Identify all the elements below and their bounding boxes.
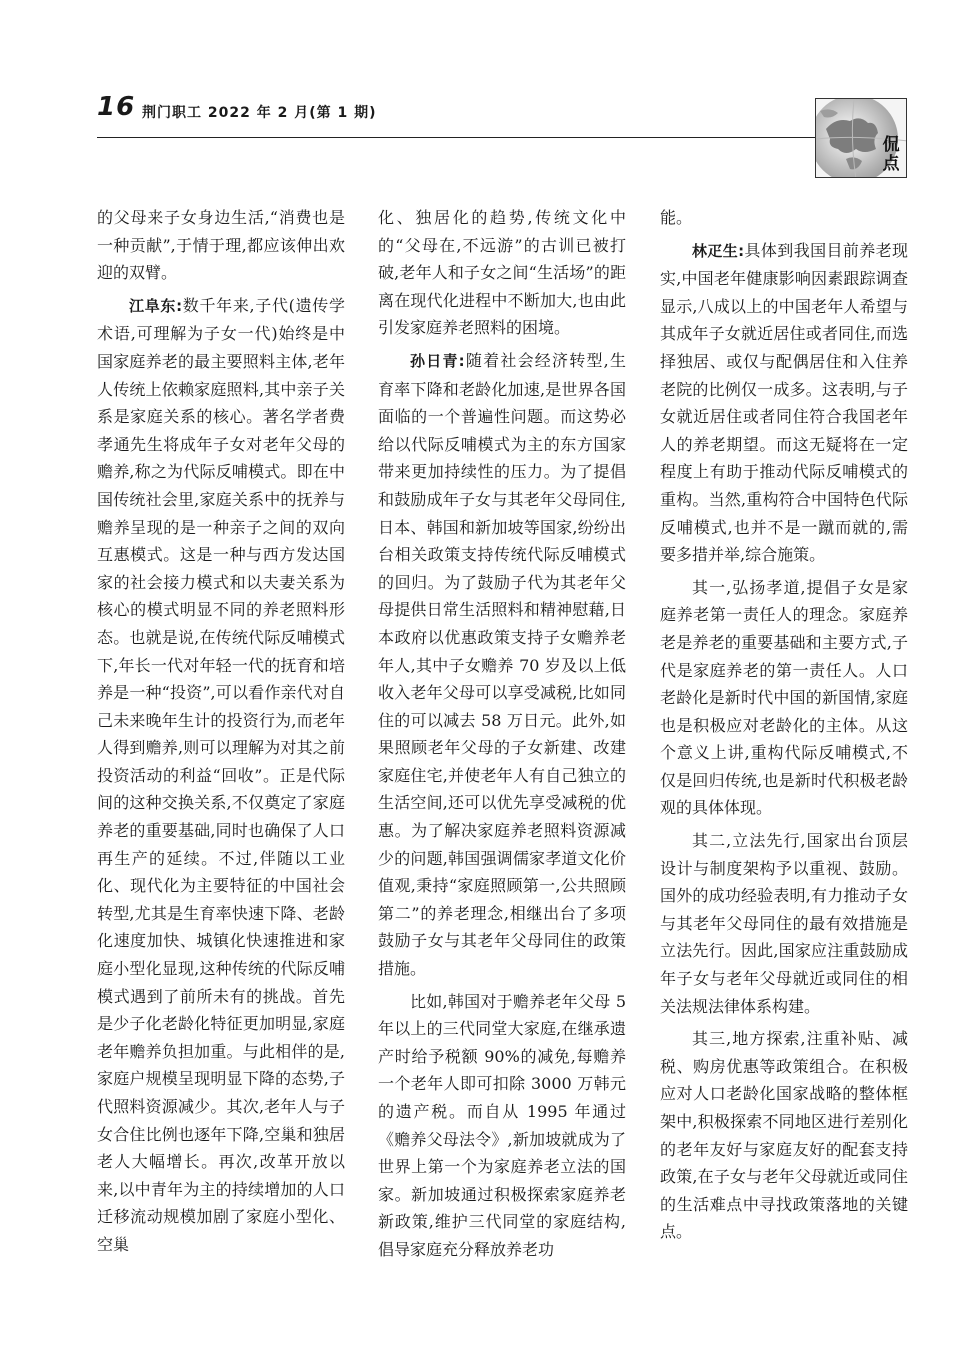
paragraph-text: 具体到我国目前养老现实,中国老年健康影响因素跟踪调查显示,八成以上的中国老年人希望与其成年子女就近居住或者同住,而选择独居、或仅与配偶居住和入住养老院的比例仅一成多。这表明,与子女就近居住或者同住符合我国老年人的养老期望。而这无疑将在一定程度上有助于推动代际反哺模式的重构。当然,重构符合中国特色代际反哺模式,也并不是一蹴而就的,需要多措并举,综合施策。 [660, 240, 908, 565]
page-header [97, 92, 812, 138]
paragraph: 的父母来子女身边生活,“消费也是一种贡献”,于情于理,都应该伸出欢迎的双臂。 [97, 208, 345, 283]
paragraph-text: 数千年来,子代(遗传学术语,可理解为子女一代)始终是中国家庭养老的最主要照料主体,老年人传统上依赖家庭照料,其中亲子关系是家庭关系的核心。著名学者费孝通先生将成年子女对老年父母的赡养,称之为代际反哺模式。即在中国传统社会里,家庭关系中的抚养与赡养呈现的是一种亲子之间的双向互惠模式。这是一种与西方发达国家的社会接力模式和以夫妻关系为核心的模式明显不同的养老照料形态。也就是说,在传统代际反哺模式下,年长一代对年轻一代的抚育和培养是一种“投资”,可以看作亲代对自己未来晚年生计的投资行为,而老年人得到赡养,则可以理解为对其之前投资活动的利益“回收”。正是代际间的这种交换关系,不仅奠定了家庭养老的重要基础,同时也确保了人口再生产的延续。不过,伴随以工业化、现代化为主要特征的中国社会转型,尤其是生育率快速下降、老龄化速度加快、城镇化快速推进和家庭小型化显现,这种传统的代际反哺模式遇到了前所未有的挑战。首先是少子化老龄化特征更加明显,家庭老年赡养负担加重。与此相伴的是,家庭户规模呈现明显下降的态势,子代照料资源减少。其次,老年人与子女合住比例也逐年下降,空巢和独居老人大幅增长。再次,改革开放以来,以中青年为主的持续增加的人口迁移流动规模加剧了家庭小型化、空巢 [97, 295, 345, 1254]
column-badge [815, 98, 907, 178]
article-column-1 [97, 204, 345, 1264]
journal-issue-line: 荆门职工 2022 年 2 月(第 1 期) [142, 105, 377, 121]
article-column-3 [660, 204, 908, 1251]
paragraph: 比如,韩国对于赡养老年父母 5 年以上的三代同堂大家庭,在继承遗产时给予税额 90%的减免,每赡养一个老年人即可扣除 3000 万韩元的遗产税。而自从 1995 年通过《赡养父母法令》,新加坡就成为了世界上第一个为家庭养老立法的国家。新加坡通过积极探索家庭养老新政策,维护三代同堂的家庭结构,倡导家庭充分释放养老功 [378, 991, 626, 1259]
paragraph: 化、独居化的趋势,传统文化中的“父母在,不远游”的古训已被打破,老年人和子女之间“生活场”的距离在现代化进程中不断加大,也由此引发家庭养老照料的困境。 [378, 208, 626, 338]
speaker-name: 江阜东: [129, 296, 183, 315]
paragraph-text: 随着社会经济转型,生育率下降和老龄化加速,是世界各国面临的一个普遍性问题。而这势必给以代际反哺模式为主的东方国家带来更加持续性的压力。为了提倡和鼓励成年子女与其老年父母同住,日本、韩国和新加坡等国家,纷纷出台相关政策支持传统代际反哺模式的回归。为了鼓励子代为其老年父母提供日常生活照料和精神慰藉,日本政府以优惠政策支持子女赡养老年人,其中子女赡养 70 岁及以上低收入老年父母可以享受减税,比如同住的可以减去 58 万日元。此外,如果照顾老年父母的子女新建、改建家庭住宅,并使老年人有自己独立的生活空间,还可以优先享受减税的优惠。为了解决家庭养老照料资源减少的问题,韩国强调儒家孝道文化价值观,秉持“家庭照顾第一,公共照顾第二”的养老理念,相继出台了多项鼓励子女与其老年父母同住的政策措施。 [378, 350, 626, 979]
paragraph [378, 347, 626, 983]
paragraph [97, 292, 345, 1259]
page-number: 16 [97, 92, 136, 122]
paragraph: 其三,地方探索,注重补贴、减税、购房优惠等政策组合。在积极应对人口老龄化国家战略的整体框架中,积极探索不同地区进行差别化的老年友好与家庭友好的配套支持政策,在子女与老年父母就近或同住的生活难点中寻找政策落地的关键点。 [660, 1029, 908, 1242]
speaker-name: 林疋生: [692, 241, 745, 260]
header-rule [97, 137, 815, 138]
paragraph: 其一,弘扬孝道,提倡子女是家庭养老第一责任人的理念。家庭养老是养老的重要基础和主要方式,子代是家庭养老的第一责任人。人口老龄化是新时代中国的新国情,家庭也是积极应对老龄化的主体。从这个意义上讲,重构代际反哺模式,不仅是回归传统,也是新时代积极老龄观的具体体现。 [660, 577, 908, 818]
paragraph: 其二,立法先行,国家出台顶层设计与制度架构予以重视、鼓励。国外的成功经验表明,有力推动子女与其老年父母同住的最有效措施是立法先行。因此,国家应注重鼓励成年子女与老年父母就近或同住的相关法规法律体系构建。 [660, 831, 908, 1016]
speaker-name: 孙日青: [410, 351, 465, 370]
paragraph: 能。 [660, 208, 693, 227]
article-column-2 [378, 204, 626, 1269]
paragraph [660, 237, 908, 569]
column-tag: 侃点 [882, 135, 900, 174]
